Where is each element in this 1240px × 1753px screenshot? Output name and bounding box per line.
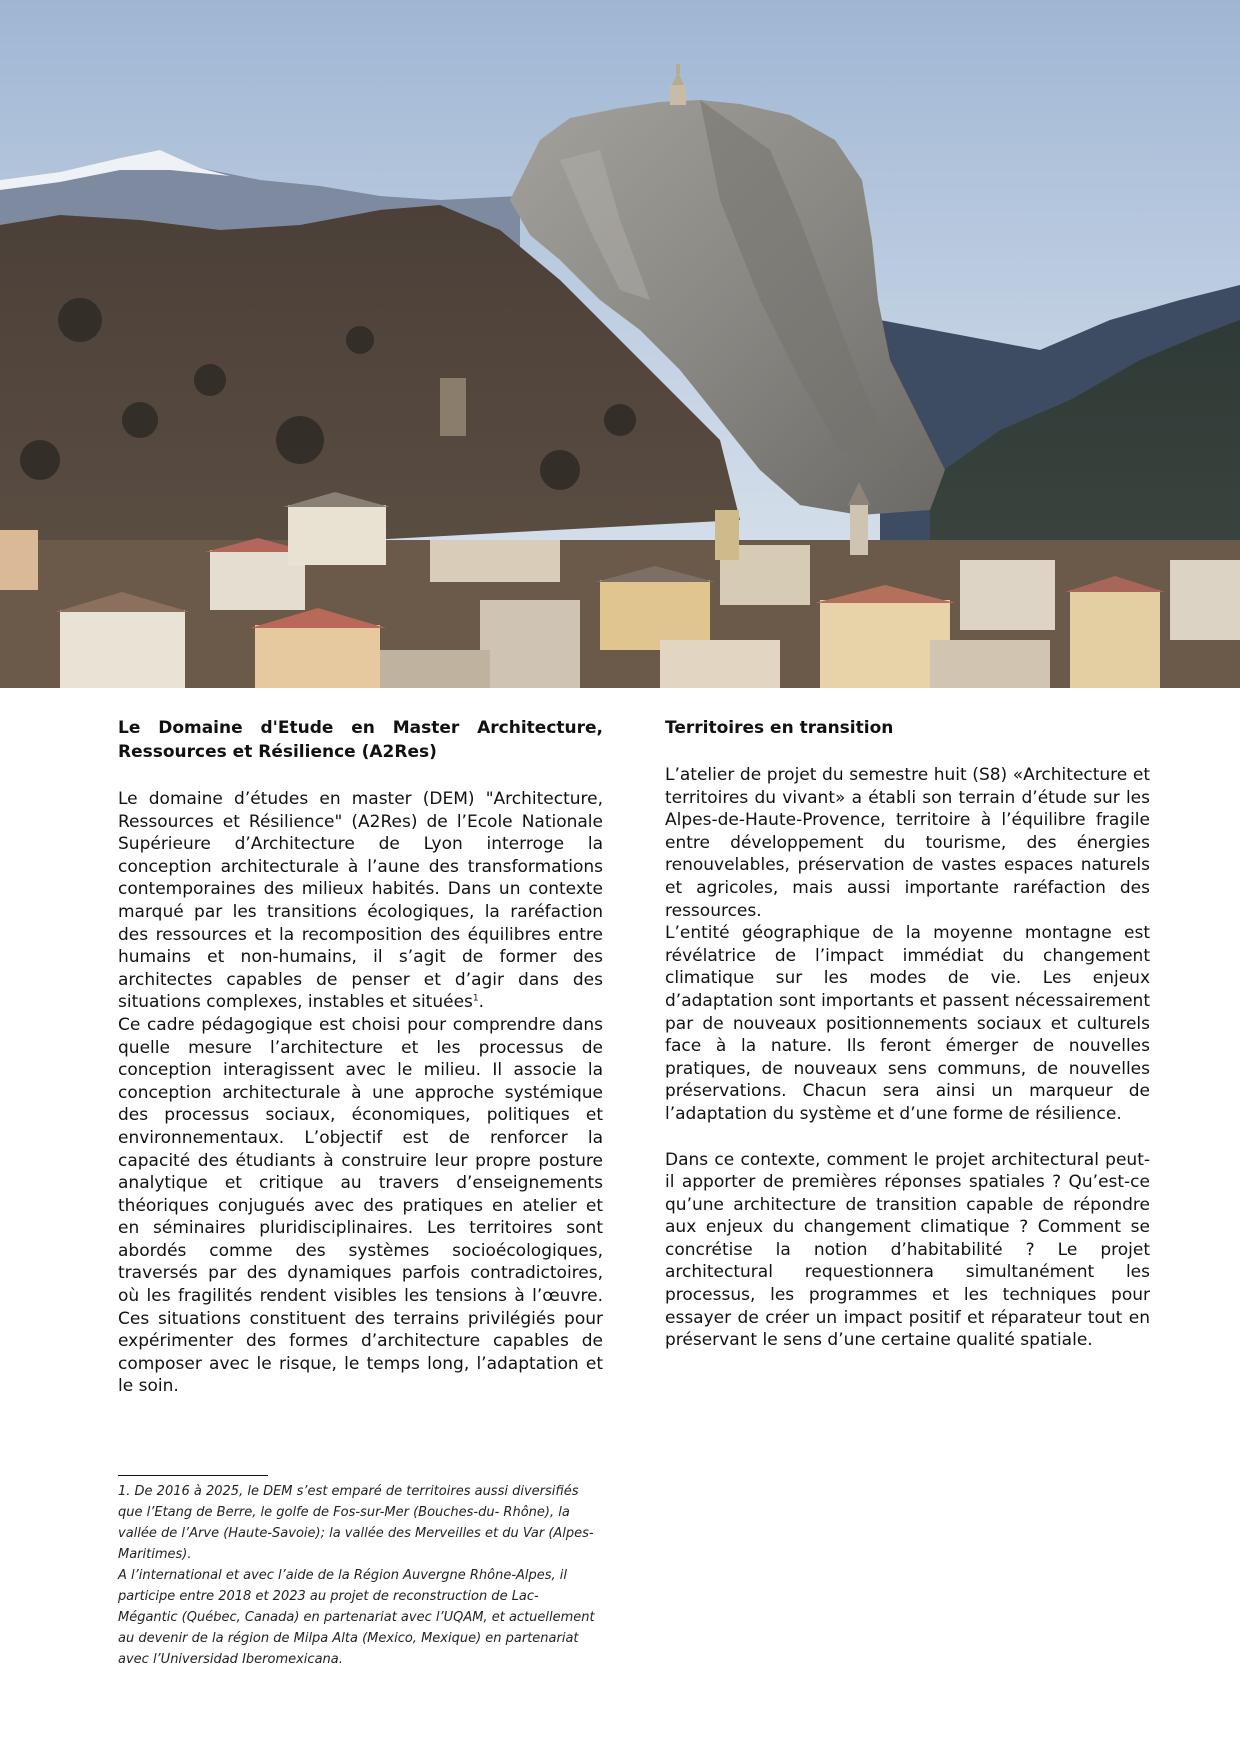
footnote-2: A l’international et avec l’aide de la Région Auvergne Rhône-Alpes, il participe entre 2018 et 2023 au projet de reconstruction de Lac-Mégantic (Québec, Canada) en partenariat avec l’UQAM, et actuellement au devenir de la région de Milpa Alta (Mexico, Mexique) en partenariat avec l’Universidad Iberomexicana. — [118, 1568, 595, 1667]
mountain-village-illustration — [0, 0, 1240, 688]
right-paragraph-2: L’entité géographique de la moyenne montagne est révélatrice de l’impact immédiat du changement climatique sur les modes de vie. Les enjeux d’adaptation sont importants et passent nécessairement par de nouveaux positionnements sociaux et culturels face à la nature. Ils feront émerger de nouvelles pratiques, de nouveaux sens communs, de nouvelles préservations. Chacun sera ainsi un marqueur de l’adaptation du système et d’une forme de résilience. — [665, 923, 1150, 1124]
hero-photo — [0, 0, 1240, 688]
footnote-ref-1: 1 — [472, 993, 479, 1004]
left-paragraph-1-text: Le domaine d’études en master (DEM) "Architecture, Ressources et Résilience" (A2Res) de l’Ecole Nationale Supérieure d’Architecture de Lyon interroge la conception architecturale à l’aune des transformations contemporaines des milieux habités. Dans un contexte marqué par les transitions écologiques, la raréfaction des ressources et la recomposition des équilibres entre humains et non-humains, il s’agit de former des architectes capables de penser et d’agir dans des situations complexes, instables et situées — [118, 789, 603, 1013]
left-paragraph-1-end: . — [478, 992, 485, 1013]
right-paragraph-3: Dans ce contexte, comment le projet architectural peut-il apporter de premières réponses spatiales ? Qu’est-ce qu’une architecture de transition capable de répondre aux enjeux du changement climatique ? Comment se concrétise la notion d’habitabilité ? Le projet architectural requestionnera simultanément les processus, les programmes et les techniques pour essayer de créer un impact positif et réparateur tout en préservant le sens d’une certaine qualité spatiale. — [665, 1149, 1150, 1351]
right-paragraph-1: L’atelier de projet du semestre huit (S8) «Architecture et territoires du vivant» a établi son terrain d’étude sur les Alpes-de-Haute-Provence, territoire à l’équilibre fragile entre développement du tourisme, des énergies renouvelables, préservation de vastes espaces naturels et agricoles, mais aussi importante raréfaction des ressources. — [665, 765, 1150, 921]
section-title-a2res: Le Domaine d'Etude en Master Architecture, Ressources et Résilience (A2Res) — [118, 718, 603, 762]
left-paragraph-1 — [118, 788, 603, 1014]
ruined-tower — [440, 378, 466, 436]
footnote-divider — [118, 1475, 268, 1476]
left-paragraph-2: Ce cadre pédagogique est choisi pour comprendre dans quelle mesure l’architecture et les processus de conception interagissent avec le milieu. Il associe la conception architecturale à une approche systémique des processus sociaux, économiques, politiques et environnementaux. L’objectif est de renforcer la capacité des étudiants à construire leur propre posture analytique et critique au travers d’enseignements théoriques conjugués avec des pratiques en atelier et en séminaires pluridisciplinaires. Les territoires sont abordés comme des systèmes socioécologiques, traversés par des dynamiques parfois contradictoires, où les fragilités rendent visibles les tensions à l’œuvre. Ces situations constituent des terrains privilégiés pour expérimenter des formes d’architecture capables de composer avec le risque, le temps long, l’adaptation et le soin. — [118, 1014, 603, 1397]
footnote-1: 1. De 2016 à 2025, le DEM s’est emparé de territoires aussi diversifiés que l’Etang de Berre, le golfe de Fos-sur-Mer (Bouches-du- Rhône), la vallée de l’Arve (Haute-Savoie); la vallée des Merveilles et du Var (Alpes-Maritimes). — [118, 1484, 594, 1562]
footnotes — [118, 1481, 596, 1670]
right-column — [665, 716, 1150, 1352]
left-column — [118, 716, 603, 1398]
section-title-territoires: Territoires en transition — [665, 718, 894, 738]
summit-chapel — [670, 85, 686, 105]
